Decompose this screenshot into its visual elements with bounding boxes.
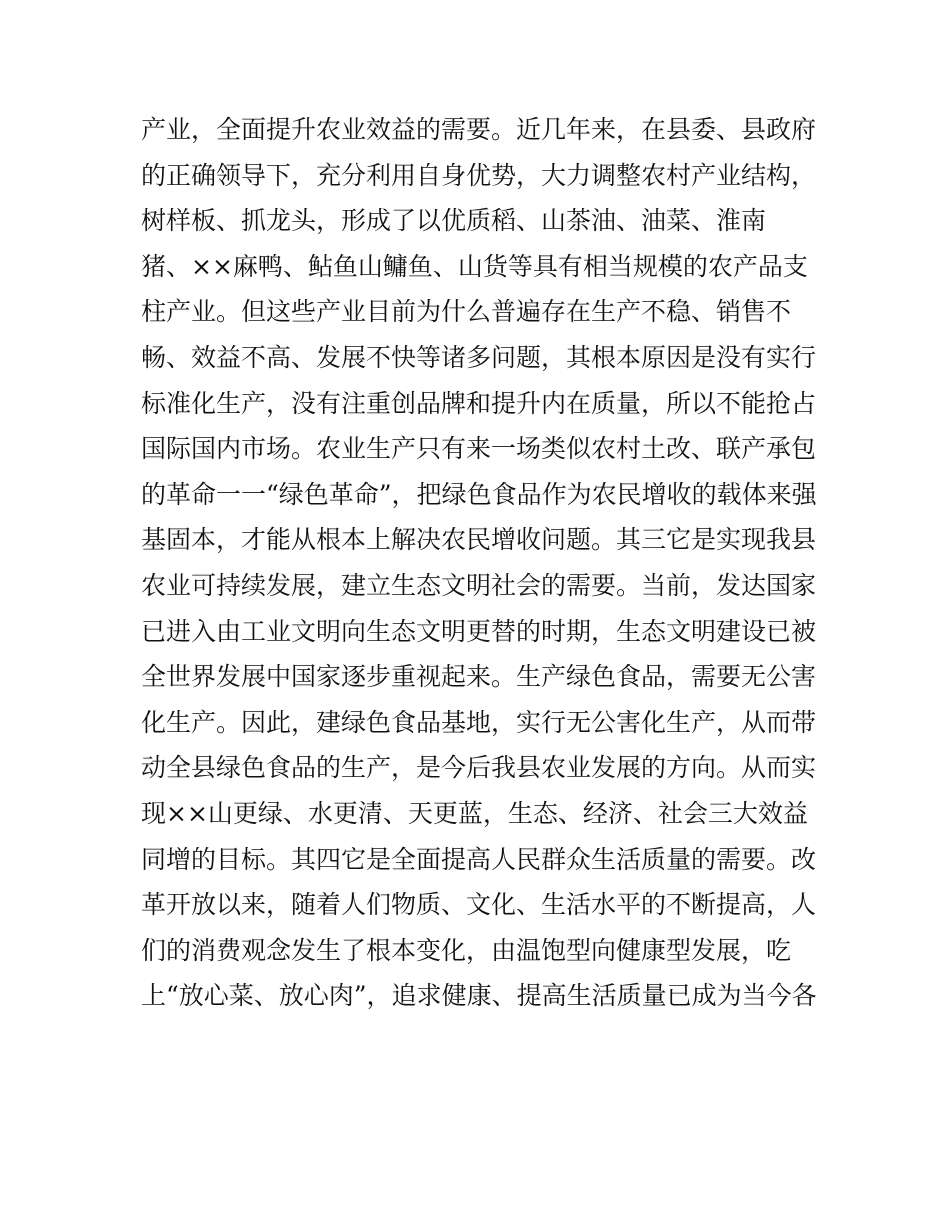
- text-line: 国际国内市场。农业生产只有来一场类似农村土改、联产承包: [141, 434, 817, 464]
- text-line: 已进入由工业文明向生态文明更替的时期，生态文明建设已被: [141, 616, 817, 646]
- text-line: 猪、××麻鸭、鲇鱼山鳙鱼、山货等具有相当规模的农产品支: [141, 251, 808, 281]
- text-line: 现××山更绿、水更清、天更蓝，生态、经济、社会三大效益: [141, 798, 808, 828]
- text-line: 革开放以来，随着人们物质、文化、生活水平的不断提高，人: [141, 890, 817, 920]
- text-line: 化生产。因此，建绿色食品基地，实行无公害化生产，从而带: [141, 707, 817, 737]
- text-line: 柱产业。但这些产业目前为什么普遍存在生产不稳、销售不: [141, 297, 792, 327]
- text-line: 畅、效益不高、发展不快等诸多问题，其根本原因是没有实行: [141, 342, 817, 372]
- text-line: 同增的目标。其四它是全面提高人民群众生活质量的需要。改: [141, 844, 817, 874]
- text-line: 全世界发展中国家逐步重视起来。生产绿色食品，需要无公害: [141, 662, 817, 692]
- text-line: 们的消费观念发生了根本变化，由温饱型向健康型发展，吃: [141, 935, 792, 965]
- text-line: 农业可持续发展，建立生态文明社会的需要。当前，发达国家: [141, 570, 817, 600]
- text-line: 的正确领导下，充分利用自身优势，大力调整农村产业结构，: [141, 160, 817, 190]
- text-line: 产业，全面提升农业效益的需要。近几年来，在县委、县政府: [141, 115, 817, 144]
- body-text: [141, 107, 821, 1019]
- text-line: 上“放心菜、放心肉”，追求健康、提高生活质量已成为当今各: [141, 981, 817, 1011]
- text-line: 的革命一一“绿色革命”，把绿色食品作为农民增收的载体来强: [141, 479, 817, 509]
- text-line: 树样板、抓龙头，形成了以优质稻、山茶油、油菜、淮南: [141, 206, 767, 236]
- text-line: 标准化生产，没有注重创品牌和提升内在质量，所以不能抢占: [141, 388, 817, 418]
- text-line: 动全县绿色食品的生产，是今后我县农业发展的方向。从而实: [141, 753, 817, 783]
- text-line: 基固本，才能从根本上解决农民增收问题。其三它是实现我县: [141, 525, 817, 555]
